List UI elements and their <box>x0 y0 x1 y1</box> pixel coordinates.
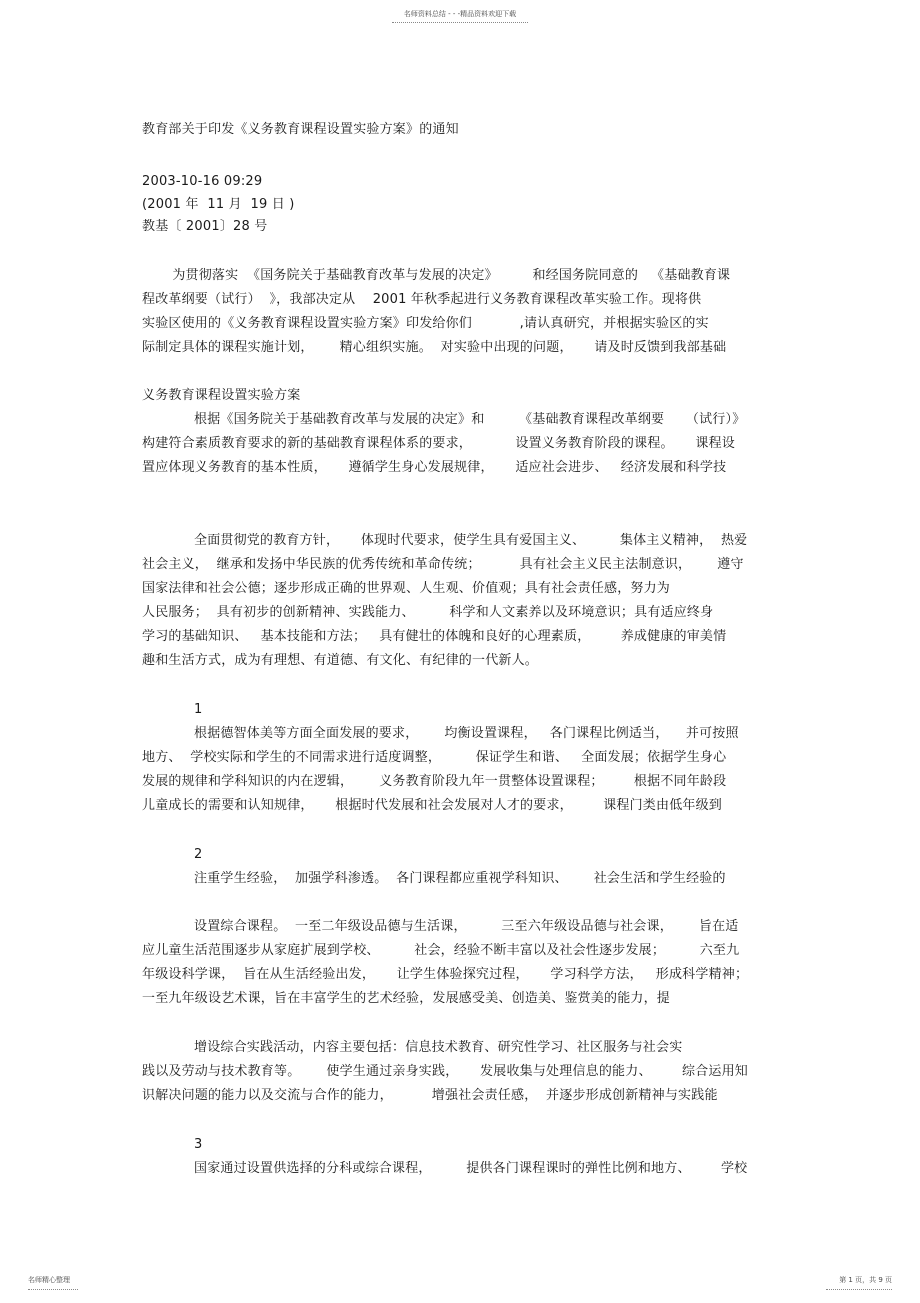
section-number: 1 <box>142 702 203 717</box>
paragraph-line: 发展的规律和学科知识的内在逻辑， 义务教育阶段九年一贯整体设置课程； 根据不同年龄段 <box>142 774 727 789</box>
paragraph-line: 社会主义， 继承和发扬中华民族的优秀传统和革命传统； 具有社会主义民主法制意识， 遵守 <box>142 557 744 572</box>
page-indicator: 第 1 页，共 9 页 <box>839 1276 892 1284</box>
paragraph-line: 设置综合课程。 一至二年级设品德与生活课， 三至六年级设品德与社会课， 旨在适 <box>142 919 739 934</box>
paragraph-line: 际制定具体的课程实施计划， 精心组织实施。 对实验中出现的问题， 请及时反馈到我部基础 <box>142 340 727 355</box>
paragraph-line: 人民服务； 具有初步的创新精神、实践能力、 科学和人文素养以及环境意识；具有适应终身 <box>142 605 714 620</box>
paragraph-line: 为贯彻落实 《国务院关于基础教育改革与发展的决定》 和经国务院同意的 《基础教育课 <box>142 268 731 283</box>
paragraph-line: 增设综合实践活动，内容主要包括：信息技术教育、研究性学习、社区服务与社会实 <box>142 1040 683 1055</box>
paragraph-line: 儿童成长的需要和认知规律， 根据时代发展和社会发展对人才的要求， 课程门类由低年级到 <box>142 798 722 813</box>
section-number: 2 <box>142 847 203 862</box>
paragraph-line: 国家法律和社会公德；逐步形成正确的世界观、人生观、价值观；具有社会责任感，努力为 <box>142 581 671 596</box>
paragraph-line: 实验区使用的《义务教育课程设置实验方案》印发给你们 ,请认真研究，并根据实验区的实 <box>142 316 709 331</box>
header-divider <box>392 22 528 23</box>
paragraph-line: 构建符合素质教育要求的新的基础教育课程体系的要求， 设置义务教育阶段的课程。 课程设 <box>142 436 735 451</box>
paragraph-line: 根据德智体美等方面全面发展的要求， 均衡设置课程， 各门课程比例适当， 并可按照 <box>142 726 739 741</box>
paragraph-line: 识解决问题的能力以及交流与合作的能力， 增强社会责任感， 并逐步形成创新精神与实践能 <box>142 1088 718 1103</box>
paragraph-line: 国家通过设置供选择的分科或综合课程， 提供各门课程课时的弹性比例和地方、 学校 <box>142 1161 748 1176</box>
paragraph-line: 学习的基础知识、 基本技能和方法； 具有健壮的体魄和良好的心理素质， 养成健康的审美情 <box>142 629 727 644</box>
paragraph-line: 注重学生经验， 加强学科渗透。 各门课程都应重视学科知识、 社会生活和学生经验的 <box>142 871 726 886</box>
paragraph-line: 一至九年级设艺术课，旨在丰富学生的艺术经验，发展感受美、创造美、鉴赏美的能力，提 <box>142 991 671 1006</box>
paragraph-line: 地方、 学校实际和学生的不同需求进行适度调整， 保证学生和谐、 全面发展；依据学生身心 <box>142 750 727 765</box>
paragraph-line: 趣和生活方式，成为有理想、有道德、有文化、有纪律的一代新人。 <box>142 653 539 668</box>
document-number: 教基〔 2001〕28 号 <box>142 219 268 234</box>
footer-right-divider <box>826 1289 892 1290</box>
document-title: 教育部关于印发《义务教育课程设置实验方案》的通知 <box>142 122 459 137</box>
issue-date: (2001 年 11 月 19 日 ) <box>142 197 295 212</box>
paragraph-line: 年级设科学课， 旨在从生活经验出发， 让学生体验探究过程， 学习科学方法， 形成科学精神； <box>142 967 749 982</box>
publish-date: 2003-10-16 09:29 <box>142 174 263 189</box>
footer-left-divider <box>28 1289 78 1290</box>
paragraph-line: 应儿童生活范围逐步从家庭扩展到学校、 社会，经验不断丰富以及社会性逐步发展； 六至九 <box>142 943 740 958</box>
footer-left-text: 名师精心整理 <box>28 1276 70 1284</box>
paragraph-line: 践以及劳动与技术教育等。 使学生通过亲身实践， 发展收集与处理信息的能力、 综合运用知 <box>142 1064 748 1079</box>
paragraph-line: 根据《国务院关于基础教育改革与发展的决定》和 《基础教育课程改革纲要 （试行）》 <box>142 412 746 427</box>
page-header: 名师资料总结 - - -精品资料欢迎下载 <box>403 10 517 18</box>
section-number: 3 <box>142 1137 203 1152</box>
paragraph-line: 置应体现义务教育的基本性质， 遵循学生身心发展规律， 适应社会进步、 经济发展和科学技 <box>142 460 727 475</box>
paragraph-line: 全面贯彻党的教育方针， 体现时代要求，使学生具有爱国主义、 集体主义精神， 热爱 <box>142 533 748 548</box>
section-title: 义务教育课程设置实验方案 <box>142 388 301 403</box>
paragraph-line: 程改革纲要（试行） 》，我部决定从 2001 年秋季起进行义务教育课程改革实验工作。现将供 <box>142 292 702 307</box>
